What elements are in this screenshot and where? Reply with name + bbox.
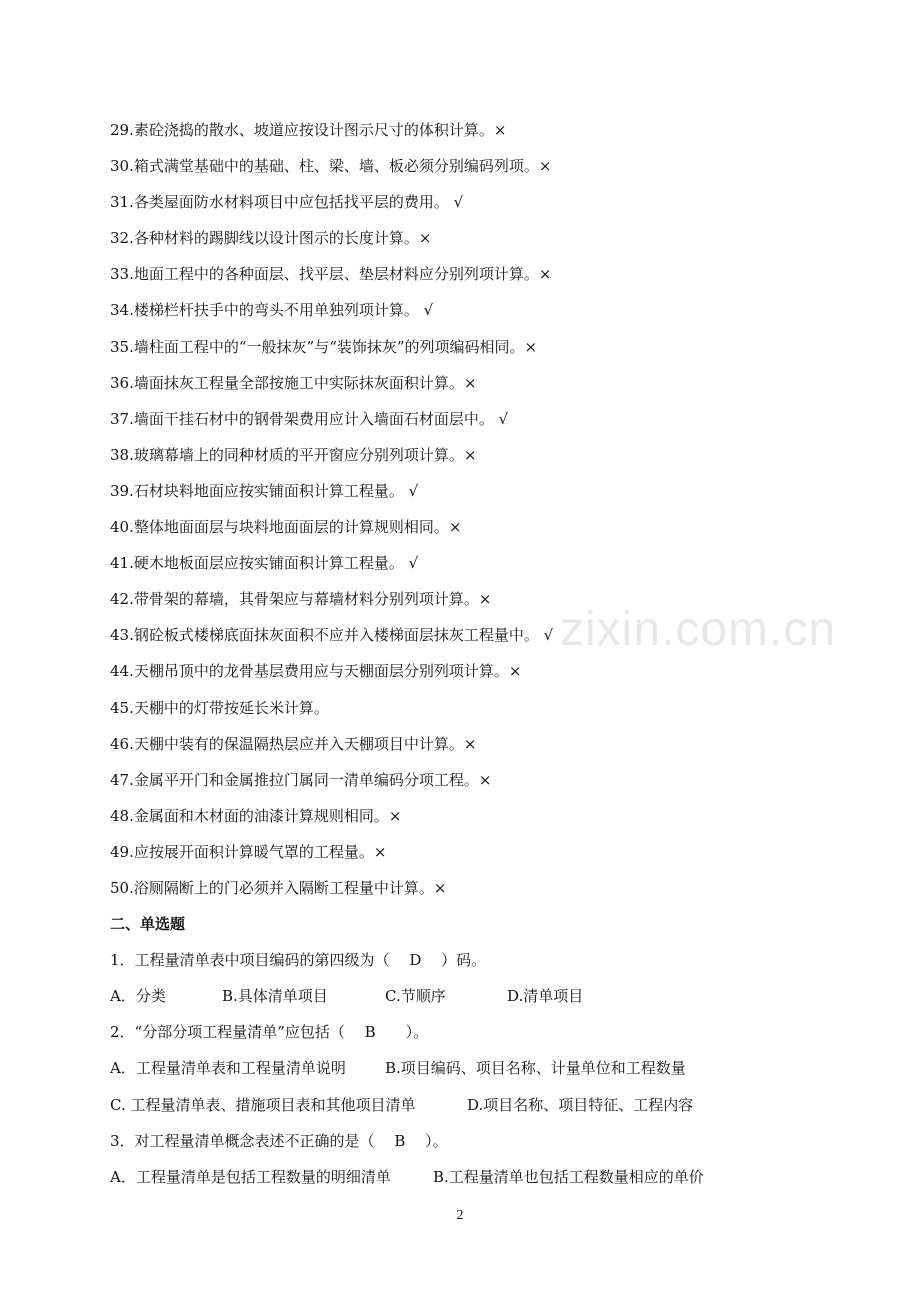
option-b: B.工程量清单也包括工程数量相应的单价 xyxy=(433,1167,704,1186)
list-item: 38.玻璃幕墙上的同种材质的平开窗应分别列项计算。× xyxy=(110,445,477,464)
list-item: 34.楼梯栏杆扶手中的弯头不用单独列项计算。 √ xyxy=(110,301,434,320)
page-number: 2 xyxy=(456,1208,464,1223)
option-b: B.具体清单项目 xyxy=(222,987,328,1006)
option-d: D.项目名称、项目特征、工程内容 xyxy=(467,1095,694,1114)
list-item: 46.天棚中装有的保温隔热层应并入天棚项目中计算。× xyxy=(110,734,477,753)
option-c: C. 工程量清单表、措施项目表和其他项目清单 xyxy=(110,1095,416,1114)
list-item: 33.地面工程中的各种面层、找平层、垫层材料应分别列项计算。× xyxy=(110,265,552,284)
list-item: 35.墙柱面工程中的“一般抹灰”与“装饰抹灰”的列项编码相同。× xyxy=(110,337,538,356)
list-item: 47.金属平开门和金属推拉门属同一清单编码分项工程。× xyxy=(110,770,492,789)
option-d: D.清单项目 xyxy=(507,987,584,1006)
list-item: 48.金属面和木材面的油漆计算规则相同。× xyxy=(110,806,402,825)
section-heading: 二、单选题 xyxy=(110,915,186,934)
content-body xyxy=(110,116,810,1199)
list-item: 40.整体地面面层与块料地面面层的计算规则相同。× xyxy=(110,518,462,537)
list-item: 30.箱式满堂基础中的基础、柱、梁、墙、板必须分别编码列项。× xyxy=(110,157,552,176)
list-item: 39.石材块料地面应按实铺面积计算工程量。 √ xyxy=(110,481,419,500)
list-item: 45.天棚中的灯带按延长米计算。 xyxy=(110,698,329,717)
question-options xyxy=(110,1054,810,1090)
question-stem: 3．对工程量清单概念表述不正确的是（ B ）。 xyxy=(110,1131,448,1150)
option-a: A．工程量清单表和工程量清单说明 xyxy=(110,1059,346,1078)
list-item: 43.钢砼板式楼梯底面抹灰面积不应并入楼梯面层抹灰工程量中。 √ xyxy=(110,626,554,645)
question-stem: 2．“分部分项工程量清单”应包括（ B ）。 xyxy=(110,1023,429,1042)
list-item: 31.各类屋面防水材料项目中应包括找平层的费用。 √ xyxy=(110,193,464,212)
watermark: zixin.com.cn xyxy=(560,603,837,656)
question-options xyxy=(110,982,810,1018)
list-item: 37.墙面干挂石材中的钢骨架费用应计入墙面石材面层中。 √ xyxy=(110,409,509,428)
option-a: A．分类 xyxy=(110,987,166,1006)
list-item: 32.各种材料的踢脚线以设计图示的长度计算。× xyxy=(110,229,432,248)
list-item: 41.硬木地板面层应按实铺面积计算工程量。 √ xyxy=(110,554,419,573)
list-item: 44.天棚吊顶中的龙骨基层费用应与天棚面层分别列项计算。× xyxy=(110,662,522,681)
question-stem: 1．工程量清单表中项目编码的第四级为（ D ）码。 xyxy=(110,951,487,970)
list-item: 29.素砼浇捣的散水、坡道应按设计图示尺寸的体积计算。× xyxy=(110,121,507,139)
option-a: A．工程量清单是包括工程数量的明细清单 xyxy=(110,1167,391,1186)
question-options xyxy=(110,1091,810,1127)
option-c: C.节顺序 xyxy=(385,987,446,1006)
list-item: 42.带骨架的幕墙，其骨架应与幕墙材料分别列项计算。× xyxy=(110,590,492,609)
list-item: 50.浴厕隔断上的门必须并入隔断工程量中计算。× xyxy=(110,878,447,897)
list-item: 36.墙面抹灰工程量全部按施工中实际抹灰面积计算。× xyxy=(110,373,477,392)
question-options xyxy=(110,1163,810,1199)
list-item: 49.应按展开面积计算暖气罩的工程量。× xyxy=(110,842,387,861)
option-b: B.项目编码、项目名称、计量单位和工程数量 xyxy=(385,1059,686,1078)
